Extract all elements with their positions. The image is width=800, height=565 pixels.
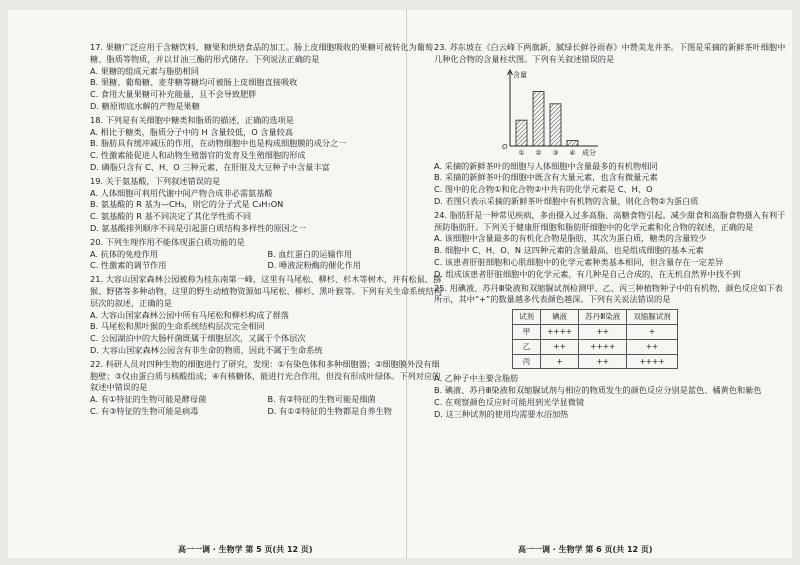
option-a: A. 人体细胞可利用代谢中间产物合成非必需氨基酸 [90,187,273,198]
right-column [434,42,789,423]
x-axis-label: 成分 [582,148,596,157]
option-c: C. 性激素的调节作用 [90,260,167,271]
table-cell: ++ [579,324,627,339]
question-18 [90,115,445,174]
option-c: C. 在观察颜色反应时可能用到光学显微镜 [434,396,585,407]
option-c: C. 该患者肝脏细胞和心肌细胞中的化学元素种类基本相同，但含量存在一定差异 [434,256,724,267]
question-stem: 21. 大容山国家森林公园被称为桂东南第一峰，这里有马尾松、柳杉、杉木等树木，并有松鼠、猕猴、野猪等多种动物，这里的野生动植物资源如马尾松、柳杉、黑叶猴等。下列有关生命系统结构层次的叙述，正确的是 [90,274,443,308]
question-23 [434,42,789,208]
table-cell: + [627,324,678,339]
question-stem: 20. 下列生理作用不能体现蛋白质功能的是 [90,236,245,247]
question-stem: 24. 脂肪肝是一种常见疾病，多由摄入过多高脂、高糖食物引起。减少甜食和高脂食物摄入有利于预防脂肪肝。下列关于健康肝细胞和脂肪肝细胞中的化学元素和化合物的叙述，正确的是 [434,209,786,232]
question-stem: 22. 科研人员对四种生物的细胞进行了研究，发现：①有染色体和多种细胞器；②细胞膜外没有细胞壁；③仅由蛋白质与核酸组成；④有核糖体，能进行光合作用，但没有形成叶绿体。下列对应的叙述中错误的是 [90,358,441,393]
option-b: B. 马尾松和黑叶猴的生命系统结构层次完全相同 [90,321,265,332]
option-d: D. 有①②特征的生物都是自养生物 [267,405,392,416]
table-cell: ++ [541,339,579,354]
question-stem: 25. 用碘液、苏丹Ⅲ染液和双缩脲试剂检测甲、乙、丙三种植物种子中的有机物，颜色反应如下表所示，其中“+”的数量越多代表颜色越深。下列有关说法错误的是 [434,282,783,305]
bar-chart-svg [494,66,624,161]
option-d: D. 氨基酸排列顺序不同是引起蛋白质结构多样性的原因之一 [90,222,307,233]
page-footer-left: 高一一调 · 生物学 第 5 页(共 12 页) [178,545,313,554]
exam-sheet [8,10,792,558]
table-cell: 乙 [513,339,541,354]
option-d: D. 唾液淀粉酶的催化作用 [267,260,361,271]
table-header-cell: 试剂 [513,310,541,325]
question-20 [90,237,445,272]
option-d: D. 组成该患者肝脏细胞中的化学元素，有几种是自己合成的，在无机自然界中找不到 [434,268,741,279]
option-b: B. 氨基酸的 R 基为—CH₃，则它的分子式是 C₃H₇ON [90,199,284,210]
page-footer-right: 高一一调 · 生物学 第 6 页(共 12 页) [518,545,653,554]
question-stem: 19. 关于氨基酸，下列叙述错误的是 [90,175,221,186]
option-d: D. 这三种试剂的使用均需要水浴加热 [434,408,569,419]
option-b: B. 有②特征的生物可能是细菌 [267,394,376,405]
bar [567,140,578,145]
question-stem: 17. 果糖广泛应用于含糖饮料、糖果和烘焙食品的加工。肠上皮细胞吸收的果糖可被转化为葡萄糖、脂质等物质，并以甘油三酯的形式储存。下列说法正确的是 [90,42,434,64]
option-d: D. 磷脂只含有 C、H、O 三种元素，在肝脏及大豆种子中含量丰富 [90,161,330,172]
option-a: A. 乙种子中主要含脂肪 [434,373,519,384]
table-cell: 丙 [513,354,541,369]
table-header-cell: 双缩脲试剂 [627,310,678,325]
option-b: B. 果糖、葡萄糖、麦芽糖等糖均可被肠上皮细胞直接吸收 [90,77,298,88]
table-cell: ++++ [579,339,627,354]
bar [516,120,527,146]
table-row [513,354,678,369]
option-c: C. 氨基酸的 R 基不同决定了其化学性质不同 [90,211,252,222]
option-a: A. 该细胞中含量最多的有机化合物是脂肪，其次为蛋白质，糖类的含量较少 [434,233,707,244]
x-tick-label: ② [535,148,542,157]
question-17 [90,42,445,113]
bar [550,103,561,145]
option-b: B. 脂肪具有缓冲减压的作用，在动物细胞中也是构成细胞膜的成分之一 [90,138,347,149]
option-b: B. 采摘的新鲜茶叶的细胞中既含有大量元素，也含有微量元素 [434,172,658,183]
table-cell: 甲 [513,324,541,339]
question-25 [434,283,789,421]
option-a: A. 采摘的新鲜茶叶的细胞与人体细胞中含量最多的有机物相同 [434,160,658,171]
table-header-row [513,310,678,325]
question-22 [90,359,445,418]
option-b: B. 碘液、苏丹Ⅲ染液和双缩脲试剂与相应的物质发生的颜色反应分别是蓝色、橘黄色和紫色 [434,385,762,396]
table-row [513,339,678,354]
table-cell: ++ [579,354,627,369]
option-b: B. 细胞中 C、H、O、N 这四种元素的含量最高，也是组成细胞的基本元素 [434,245,704,256]
option-a: A. 抗体的免疫作用 [90,248,158,259]
question-19 [90,176,445,235]
option-b: B. 血红蛋白的运输作用 [267,248,353,259]
x-tick-label: ③ [552,148,559,157]
table-header-cell: 碘液 [541,310,579,325]
bar [533,91,544,145]
option-c: C. 公园湖泊中的大肠杆菌既属于细胞层次，又属于个体层次 [90,333,306,344]
compound-content-chart [434,66,789,161]
option-d: D. 糖原彻底水解的产物是果糖 [90,100,200,111]
option-d: D. 大容山国家森林公园含有非生命的物质，因此不属于生命系统 [90,344,323,355]
option-c: C. 性激素能促进人和动物生殖器官的发育及生殖细胞的形成 [90,150,306,161]
x-tick-label: ④ [569,148,576,157]
option-c: C. 图中的化合物①和化合物②中共有的化学元素是 C、H、O [434,184,653,195]
table-cell: ++++ [541,324,579,339]
left-column [90,42,445,420]
question-stem: 18. 下列是有关细胞中糖类和脂质的描述，正确的选项是 [90,114,294,125]
question-21 [90,274,445,357]
option-c: C. 食用大量果糖可补充能量，且不会导致肥胖 [90,89,257,100]
table-cell: ++++ [627,354,678,369]
option-a: A. 相比于糖类，脂质分子中的 H 含量较低，O 含量较高 [90,126,294,137]
question-stem: 23. 苏东坡在《白云峰下两旗新，腻绿长鲜谷雨春》中赞美龙井茶。下图是采摘的新鲜茶叶细胞中几种化合物的含量柱状图。下列有关叙述错误的是 [434,42,786,64]
origin-label: O [502,142,508,151]
y-axis-label: 含量 [513,70,527,79]
reagent-table [512,309,678,369]
option-a: A. 有①特征的生物可能是酵母菌 [90,394,207,405]
table-cell: ++ [627,339,678,354]
table-row [513,324,678,339]
option-d: D. 若图只表示采摘的新鲜茶叶细胞中有机物的含量，则化合物②为蛋白质 [434,195,699,206]
option-c: C. 有③特征的生物可能是病毒 [90,405,199,416]
option-a: A. 大容山国家森林公园中所有马尾松和柳杉构成了群落 [90,309,289,320]
x-tick-label: ① [518,148,525,157]
table-header-cell: 苏丹Ⅲ染液 [579,310,627,325]
table-cell: + [541,354,579,369]
question-24 [434,210,789,281]
option-a: A. 果糖的组成元素与脂肪相同 [90,65,199,76]
